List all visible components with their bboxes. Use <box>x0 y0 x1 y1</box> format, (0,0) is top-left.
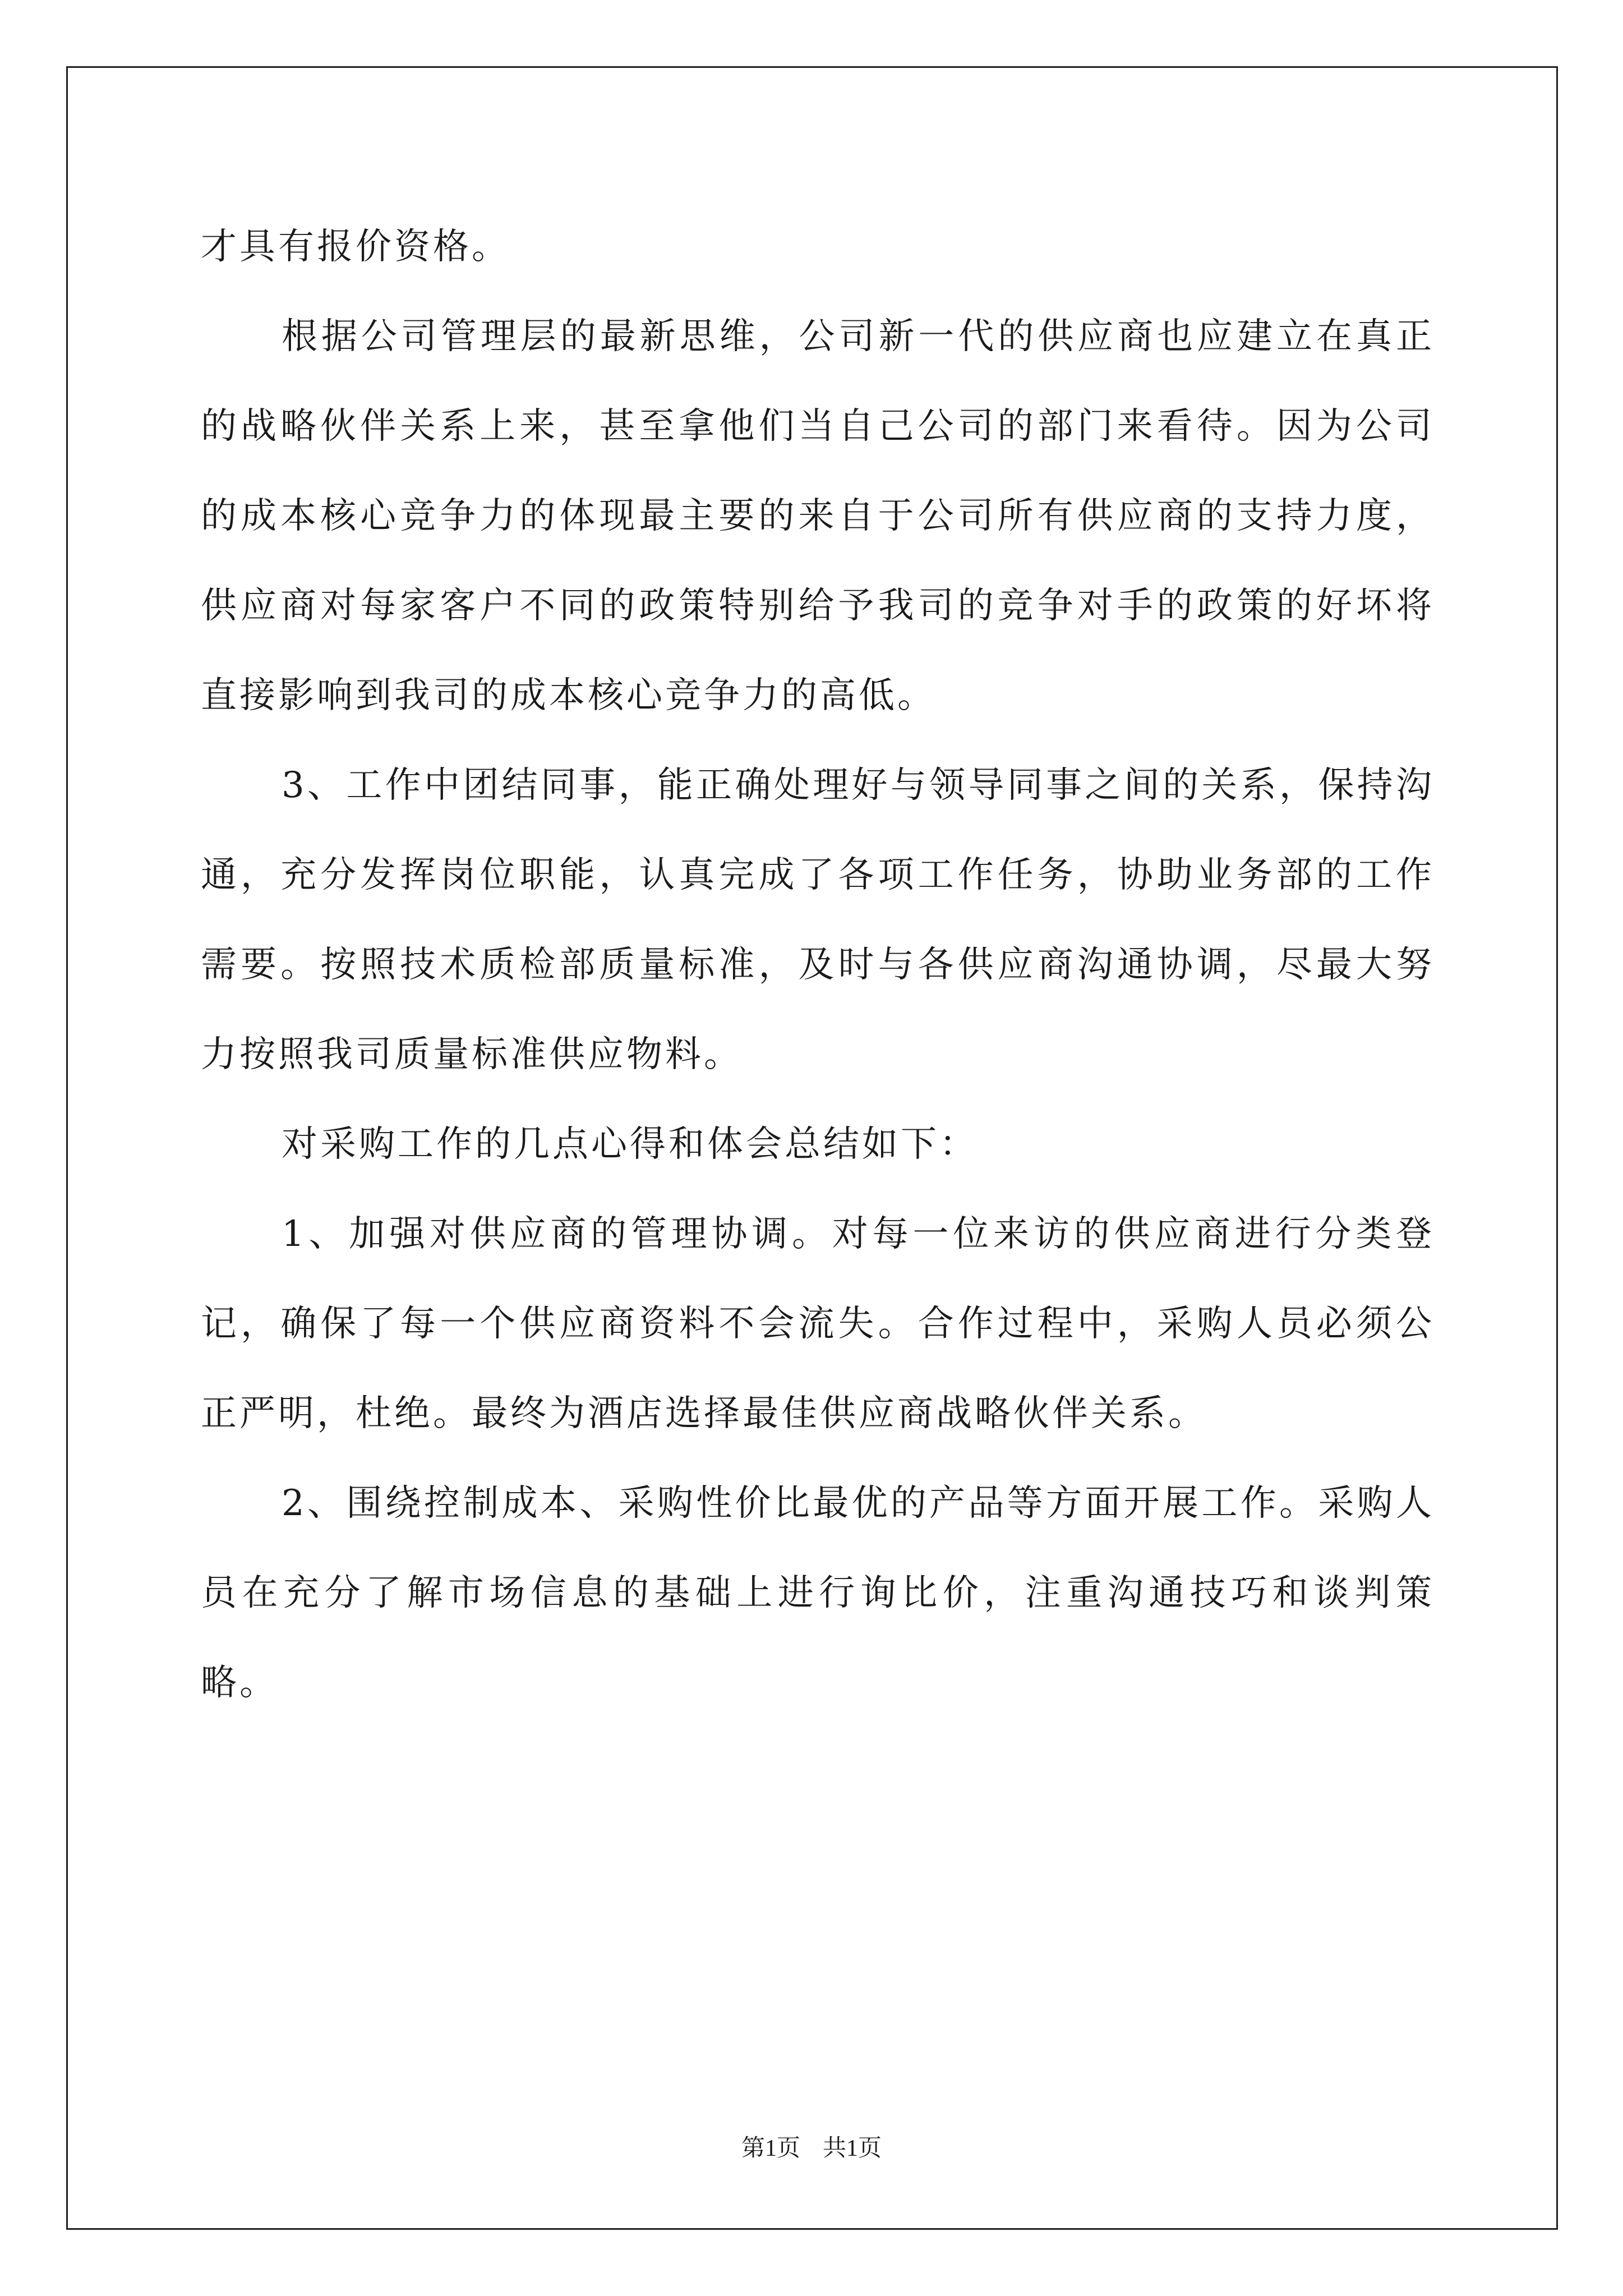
paragraph-3: 3、工作中团结同事，能正确处理好与领导同事之间的关系，保持沟通，充分发挥岗位职能，认真完成了各项工作任务，协助业务部的工作需要。按照技术质检部质量标准，及时与各供应商沟通协调，尽最大努力按照我司质量标准供应物料。 <box>201 765 1435 1075</box>
paragraph-1: 才具有报价资格。 <box>201 226 510 268</box>
paragraph-5: 1、加强对供应商的管理协调。对每一位来访的供应商进行分类登记，确保了每一个供应商资料不会流失。合作过程中，采购人员必须公正严明，杜绝。最终为酒店选择最佳供应商战略伙伴关系。 <box>201 1213 1435 1434</box>
paragraph-2: 根据公司管理层的最新思维，公司新一代的供应商也应建立在真正的战略伙伴关系上来，甚至拿他们当自己公司的部门来看待。因为公司的成本核心竞争力的体现最主要的来自于公司所有供应商的支持力度，供应商对每家客户不同的政策特别给予我司的竞争对手的政策的好坏将直接影响到我司的成本核心竞争力的高低。 <box>201 316 1435 716</box>
page-footer <box>0 2133 1623 2164</box>
page-number-total: 共1页 <box>823 2136 882 2161</box>
paragraph-4: 对采购工作的几点心得和体会总结如下： <box>282 1124 978 1165</box>
page-number-current: 第1页 <box>741 2136 800 2161</box>
paragraph-6: 2、围绕控制成本、采购性价比最优的产品等方面开展工作。采购人员在充分了解市场信息的基础上进行询比价，注重沟通技巧和谈判策略。 <box>201 1483 1435 1704</box>
document-body <box>201 202 1435 1728</box>
